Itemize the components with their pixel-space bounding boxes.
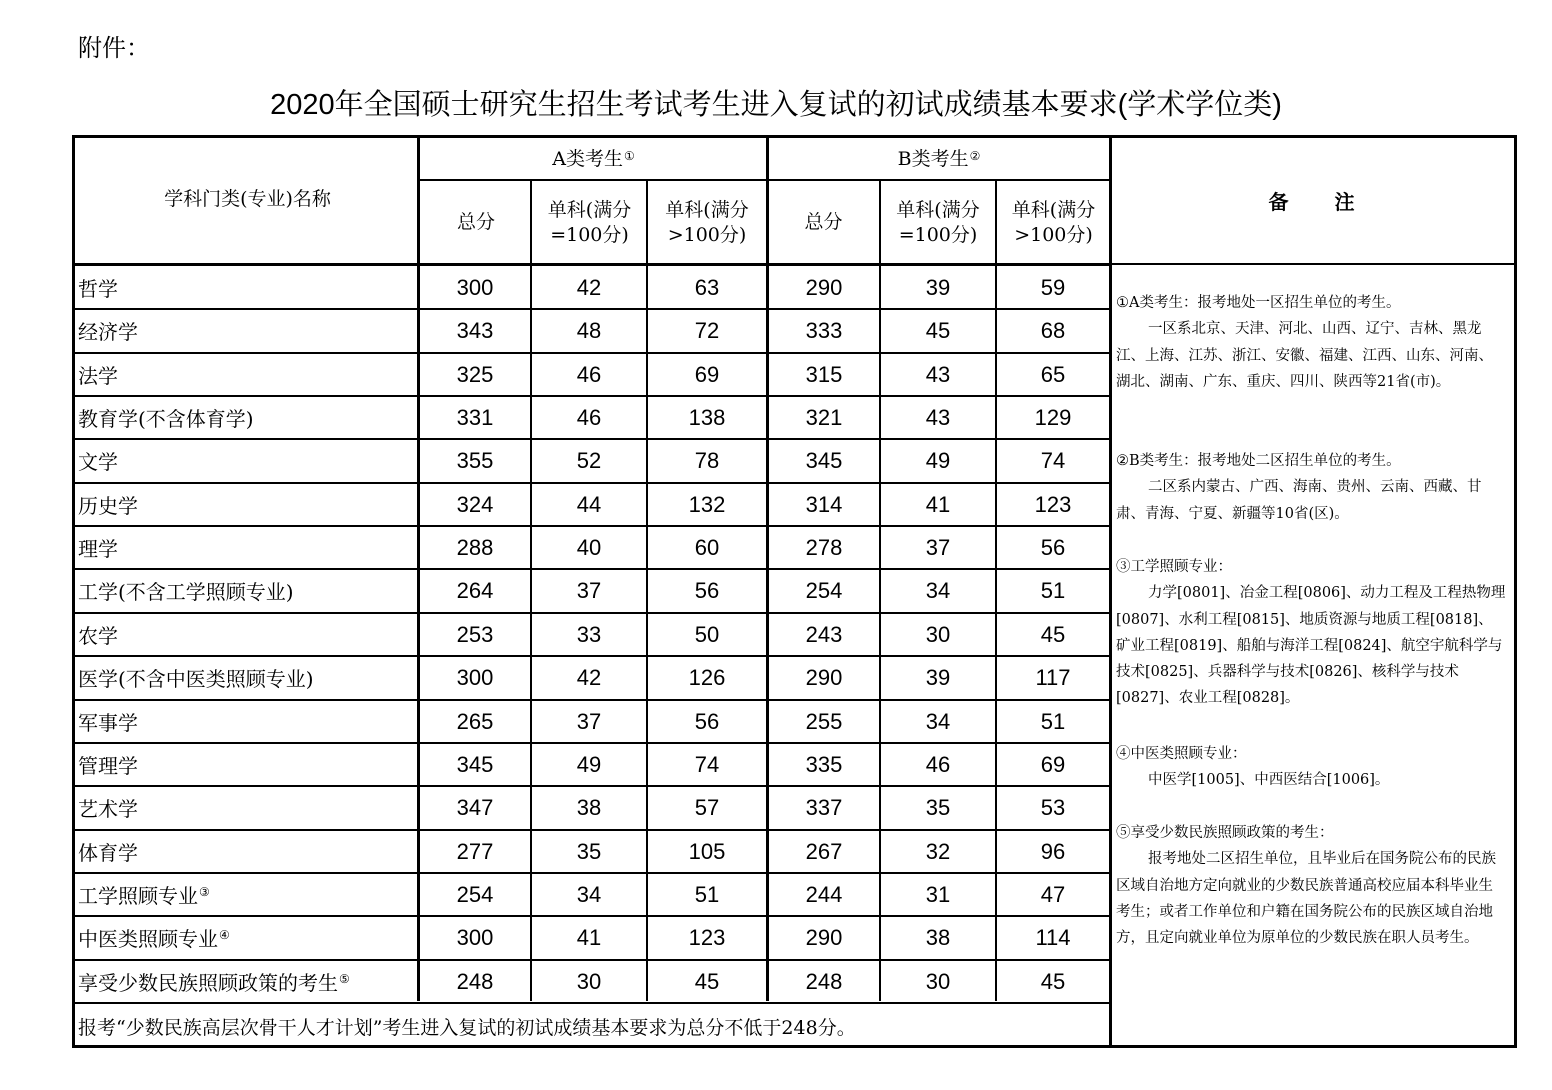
score-cell-b-s100: 34: [925, 577, 951, 603]
note-5-body: 报考地处二区招生单位，且毕业后在国务院公布的民族区域自治地方定向就业的少数民族普通高校应届本科毕业生考生；或者工作单位和户籍在国务院公布的民族区域自治地方，且定向就业单位为原单位的少数民族在职人员考生。: [1116, 851, 1496, 947]
score-cell-b-sgt: 47: [1040, 881, 1066, 907]
score-cell-a-sgt: 123: [688, 924, 726, 950]
score-cell-a-sgt: 57: [694, 794, 720, 820]
score-cell-a-total: 248: [456, 968, 494, 994]
score-cell-b-s100: 45: [925, 317, 951, 343]
score-cell-a-total: 300: [456, 274, 494, 300]
row-subject-text: 医学(不含中医类照顾专业): [78, 667, 314, 691]
score-cell-a-sgt: 56: [694, 577, 720, 603]
score-cell-a-sgt: 69: [694, 361, 720, 387]
attachment-label: 附件：: [78, 34, 150, 62]
score-cell-b-total: 335: [805, 751, 843, 777]
note-1: [1116, 290, 1506, 395]
score-cell-a-total: 300: [456, 924, 494, 950]
row-subject-name: [78, 309, 138, 352]
score-cell-a-total: 265: [456, 708, 494, 734]
score-cell-b-sgt: 45: [1040, 968, 1066, 994]
row-subject-name: [78, 353, 118, 396]
row-subject-text: 工学(不含工学照顾专业): [78, 580, 294, 604]
note-4-body: 中医学[1005]、中西医结合[1006]。: [1148, 772, 1390, 789]
a-single-100-header: [532, 181, 647, 264]
score-cell-a-total: 288: [456, 534, 494, 560]
score-cell-b-total: 243: [805, 621, 843, 647]
a-single-gt100-line2: >100分): [667, 223, 747, 246]
score-cell-a-total: 345: [456, 751, 494, 777]
score-cell-a-s100: 33: [576, 621, 602, 647]
score-cell-a-sgt: 126: [688, 664, 726, 690]
score-cell-b-sgt: 114: [1035, 924, 1071, 950]
a-single-100-line1: 单科(满分: [547, 198, 632, 221]
group-b-header: [767, 138, 1111, 180]
row-subject-name: [78, 830, 138, 873]
score-cell-a-total: 253: [456, 621, 494, 647]
score-cell-b-sgt: 74: [1040, 447, 1066, 473]
a-single-100-line2: =100分): [550, 223, 629, 246]
row-subject-name: [78, 483, 138, 526]
note-5: [1116, 820, 1506, 951]
row-subject-text: 管理学: [78, 754, 138, 778]
score-cell-b-sgt: 96: [1040, 838, 1066, 864]
note-1-head: ①A类考生：报考地处一区招生单位的考生。: [1116, 295, 1401, 311]
row-subject-name: [78, 656, 314, 699]
b-single-100-line2: =100分): [898, 223, 978, 246]
row-subject-name: [78, 873, 210, 916]
footer-note: 报考“少数民族高层次骨干人才计划”考生进入复试的初试成绩基本要求为总分不低于248分。: [78, 1016, 856, 1039]
row-subject-text: 理学: [78, 537, 118, 561]
score-cell-b-total: 345: [805, 447, 843, 473]
footnote-mark: ④: [219, 927, 230, 942]
score-cell-b-s100: 34: [925, 708, 951, 734]
row-subject-name: [78, 743, 138, 786]
score-cell-b-total: 315: [805, 361, 843, 387]
score-cell-a-sgt: 138: [688, 404, 726, 430]
score-cell-b-sgt: 59: [1040, 274, 1066, 300]
score-cell-b-sgt: 69: [1040, 751, 1066, 777]
note-3-body: 力学[0801]、冶金工程[0806]、动力工程及工程热物理[0807]、水利工程[0815]、地质资源与地质工程[0818]、矿业工程[0819]、船舶与海洋工程[0824]、航空宇航科学与技术[0825]、兵器科学与技术[0826]、核科学与技术[0827]、农业工程[0828]。: [1116, 585, 1506, 707]
score-cell-a-s100: 40: [576, 534, 602, 560]
remarks-header: [1111, 138, 1514, 263]
row-subject-name: [78, 526, 118, 569]
score-cell-a-s100: 49: [576, 751, 602, 777]
subject-column-header: [75, 138, 420, 263]
score-cell-a-total: 254: [456, 881, 494, 907]
group-a-header-text: A类考生: [552, 147, 623, 170]
score-cell-b-s100: 39: [925, 274, 951, 300]
row-subject-text: 农学: [78, 624, 118, 648]
row-subject-name: [78, 613, 118, 656]
score-cell-a-s100: 38: [576, 794, 602, 820]
score-cell-a-sgt: 51: [694, 881, 720, 907]
score-cell-a-total: 324: [456, 491, 494, 517]
score-cell-b-sgt: 51: [1040, 708, 1066, 734]
score-cell-b-s100: 41: [925, 491, 951, 517]
score-cell-a-total: 264: [456, 577, 494, 603]
score-cell-b-sgt: 65: [1040, 361, 1066, 387]
score-cell-a-sgt: 132: [688, 491, 726, 517]
score-cell-a-s100: 37: [576, 708, 602, 734]
score-cell-a-s100: 30: [576, 968, 602, 994]
score-cell-b-sgt: 117: [1035, 664, 1071, 690]
score-cell-b-total: 254: [805, 577, 843, 603]
score-cell-a-s100: 44: [576, 491, 602, 517]
a-single-gt100-header: [647, 181, 767, 264]
score-cell-b-sgt: 45: [1040, 621, 1066, 647]
score-cell-b-s100: 35: [925, 794, 951, 820]
row-subject-text: 工学照顾专业: [78, 884, 198, 908]
score-cell-b-s100: 31: [925, 881, 951, 907]
score-cell-a-s100: 42: [576, 664, 602, 690]
note-4-head: ④中医类照顾专业：: [1116, 746, 1247, 762]
a-single-gt100-line1: 单科(满分: [665, 198, 749, 221]
page-title: 2020年全国硕士研究生招生考试考生进入复试的初试成绩基本要求(学术学位类): [270, 89, 1282, 121]
row-subject-name: [78, 266, 118, 309]
group-a-footnote-mark: ①: [623, 148, 635, 163]
score-cell-a-total: 347: [456, 794, 494, 820]
note-1-body: 一区系北京、天津、河北、山西、辽宁、吉林、黑龙江、上海、江苏、浙江、安徽、福建、江西、山东、河南、湖北、湖南、广东、重庆、四川、陕西等21省(市)。: [1116, 321, 1493, 390]
score-cell-a-s100: 48: [576, 317, 602, 343]
score-cell-a-sgt: 105: [688, 838, 726, 864]
score-cell-a-total: 325: [456, 361, 494, 387]
row-subject-text: 艺术学: [78, 797, 138, 821]
score-cell-b-sgt: 68: [1040, 317, 1066, 343]
score-cell-a-total: 331: [456, 404, 494, 430]
score-cell-a-s100: 46: [576, 404, 602, 430]
row-subject-text: 体育学: [78, 841, 138, 865]
score-cell-b-total: 244: [805, 881, 843, 907]
subject-column-header-text: 学科门类(专业)名称: [164, 188, 331, 210]
score-cell-b-s100: 37: [925, 534, 951, 560]
note-3: [1116, 554, 1506, 712]
b-single-gt100-line1: 单科(满分: [1011, 198, 1096, 221]
score-cell-a-sgt: 60: [694, 534, 720, 560]
row-subject-text: 教育学(不含体育学): [78, 407, 254, 431]
row-subject-text: 文学: [78, 450, 118, 474]
row-subject-name: [78, 786, 138, 829]
score-cell-b-sgt: 56: [1040, 534, 1066, 560]
remarks-header-text: 备 注: [1268, 190, 1357, 214]
score-cell-a-s100: 42: [576, 274, 602, 300]
score-cell-b-s100: 49: [925, 447, 951, 473]
b-single-100-line1: 单科(满分: [896, 198, 980, 221]
group-b-header-text: B类考生: [897, 147, 969, 170]
a-total-header: [420, 181, 532, 264]
score-cell-b-total: 290: [805, 664, 843, 690]
note-2-body: 二区系内蒙古、广西、海南、贵州、云南、西藏、甘肃、青海、宁夏、新疆等10省(区)。: [1116, 479, 1482, 522]
note-4: [1116, 741, 1506, 794]
score-cell-b-s100: 46: [925, 751, 951, 777]
score-cell-a-sgt: 74: [694, 751, 720, 777]
b-total-header: [767, 181, 880, 264]
score-cell-b-total: 321: [805, 404, 843, 430]
row-subject-name: [78, 396, 254, 439]
score-cell-b-total: 314: [805, 491, 843, 517]
score-cell-b-s100: 38: [925, 924, 951, 950]
score-cell-a-sgt: 50: [694, 621, 720, 647]
footnote-mark: ⑤: [339, 971, 350, 986]
group-a-header: [420, 138, 767, 180]
score-cell-b-total: 290: [805, 274, 843, 300]
score-cell-b-total: 333: [805, 317, 843, 343]
b-single-100-header: [880, 181, 996, 264]
score-cell-b-total: 255: [805, 708, 843, 734]
score-cell-a-s100: 46: [576, 361, 602, 387]
score-cell-a-sgt: 63: [694, 274, 720, 300]
row-subject-text: 哲学: [78, 277, 118, 301]
score-cell-b-total: 248: [805, 968, 843, 994]
grid-line: [1110, 263, 1515, 265]
score-cell-b-sgt: 53: [1040, 794, 1066, 820]
score-cell-b-total: 278: [805, 534, 843, 560]
score-cell-b-total: 337: [805, 794, 843, 820]
row-subject-text: 军事学: [78, 711, 138, 735]
score-cell-a-s100: 37: [576, 577, 602, 603]
score-cell-a-sgt: 56: [694, 708, 720, 734]
score-cell-a-sgt: 45: [694, 968, 720, 994]
score-cell-a-s100: 34: [576, 881, 602, 907]
b-single-gt100-line2: >100分): [1014, 223, 1093, 246]
grid-line: [1109, 137, 1112, 1048]
score-cell-b-s100: 43: [925, 361, 951, 387]
row-subject-text: 享受少数民族照顾政策的考生: [78, 971, 338, 995]
score-cell-a-sgt: 78: [694, 447, 720, 473]
score-cell-b-s100: 39: [925, 664, 951, 690]
row-subject-name: [78, 700, 138, 743]
score-cell-b-total: 267: [805, 838, 843, 864]
row-subject-name: [78, 569, 294, 612]
score-cell-b-s100: 43: [925, 404, 951, 430]
note-5-head: ⑤享受少数民族照顾政策的考生：: [1116, 825, 1334, 841]
row-subject-text: 中医类照顾专业: [78, 927, 218, 951]
b-single-gt100-header: [996, 181, 1111, 264]
score-cell-a-total: 300: [456, 664, 494, 690]
group-b-footnote-mark: ②: [969, 148, 981, 163]
row-subject-name: [78, 439, 118, 482]
score-cell-a-sgt: 72: [694, 317, 720, 343]
note-2: [1116, 448, 1506, 527]
row-subject-name: [78, 916, 230, 959]
score-cell-b-s100: 32: [925, 838, 951, 864]
score-cell-b-total: 290: [805, 924, 843, 950]
row-subject-name: [78, 960, 350, 1003]
row-subject-text: 经济学: [78, 320, 138, 344]
score-cell-a-s100: 35: [576, 838, 602, 864]
score-cell-a-total: 343: [456, 317, 494, 343]
a-total-header-text: 总分: [456, 211, 495, 233]
score-cell-a-s100: 52: [576, 447, 602, 473]
score-cell-a-s100: 41: [576, 924, 602, 950]
score-cell-b-sgt: 51: [1040, 577, 1066, 603]
note-2-head: ②B类考生：报考地处二区招生单位的考生。: [1116, 453, 1401, 469]
score-cell-a-total: 277: [456, 838, 494, 864]
score-cell-b-sgt: 129: [1034, 404, 1072, 430]
b-total-header-text: 总分: [804, 211, 843, 233]
note-3-head: ③工学照顾专业：: [1116, 559, 1232, 575]
score-cell-b-s100: 30: [925, 968, 951, 994]
row-subject-text: 历史学: [78, 494, 138, 518]
score-cell-a-total: 355: [456, 447, 494, 473]
score-cell-b-sgt: 123: [1034, 491, 1072, 517]
footnote-mark: ③: [199, 884, 210, 899]
row-subject-text: 法学: [78, 364, 118, 388]
score-cell-b-s100: 30: [925, 621, 951, 647]
